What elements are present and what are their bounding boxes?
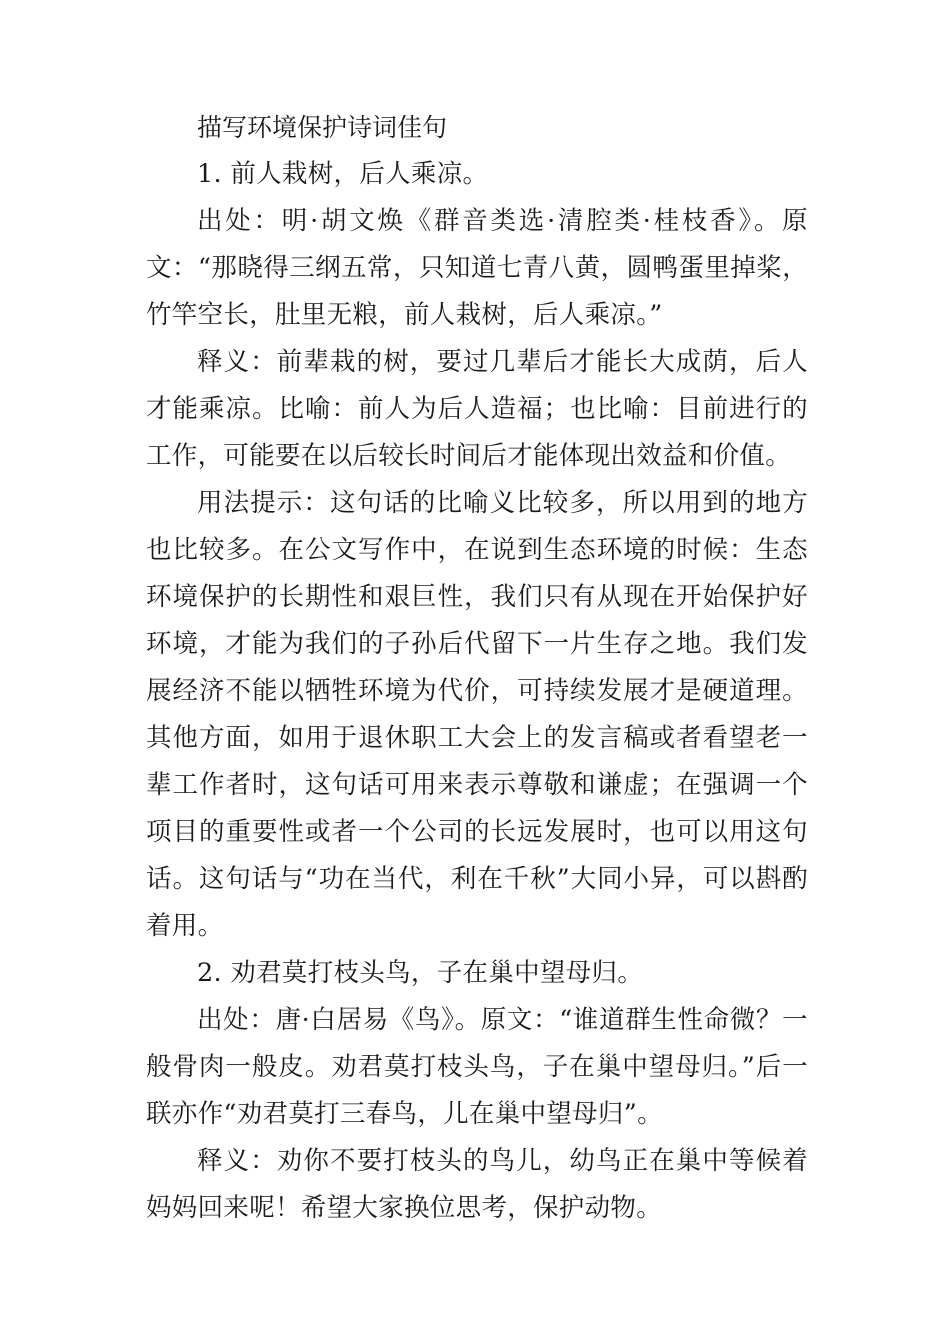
item-1-usage: 用法提示：这句话的比喻义比较多，所以用到的地方也比较多。在公文写作中，在说到生态环境的时候：生态环境保护的长期性和艰巨性，我们只有从现在开始保护好环境，才能为我们的子孙后代留下一片生存之地。我们发展经济不能以牺牲环境为代价，可持续发展才是硬道理。其他方面，如用于退休职工大会上的发言稿或者看望老一辈工作者时，这句话可用来表示尊敬和谦虚；在强调一个项目的重要性或者一个公司的长远发展时，也可以用这句话。这句话与“功在当代，利在千秋”大同小异，可以斟酌着用。 bbox=[146, 488, 808, 941]
item-1-meaning: 释义：前辈栽的树，要过几辈后才能长大成荫，后人才能乘凉。比喻：前人为后人造福；也比喻：目前进行的工作，可能要在以后较长时间后才能体现出效益和价值。 bbox=[146, 347, 808, 471]
item-2-heading: 2. 劝君莫打枝头鸟，子在巢中望母归。 bbox=[197, 958, 644, 988]
item-1-heading: 1. 前人栽树，后人乘凉。 bbox=[197, 159, 489, 189]
item-1-source: 出处：明·胡文焕《群音类选·清腔类·桂枝香》。原文：“那晓得三纲五常，只知道七青八黄，圆鸭蛋里掉桨，竹竿空长，肚里无粮，前人栽树，后人乘凉。” bbox=[146, 206, 808, 330]
item-2-meaning: 释义：劝你不要打枝头的鸟儿，幼鸟正在巢中等候着妈妈回来呢！希望大家换位思考，保护动物。 bbox=[146, 1146, 808, 1223]
item-2-source: 出处：唐·白居易《鸟》。原文：“谁道群生性命微？一般骨肉一般皮。劝君莫打枝头鸟，子在巢中望母归。”后一联亦作“劝君莫打三春鸟，儿在巢中望母归”。 bbox=[146, 1005, 808, 1129]
document-title: 描写环境保护诗词佳句 bbox=[197, 113, 448, 142]
document-page bbox=[146, 104, 808, 1232]
